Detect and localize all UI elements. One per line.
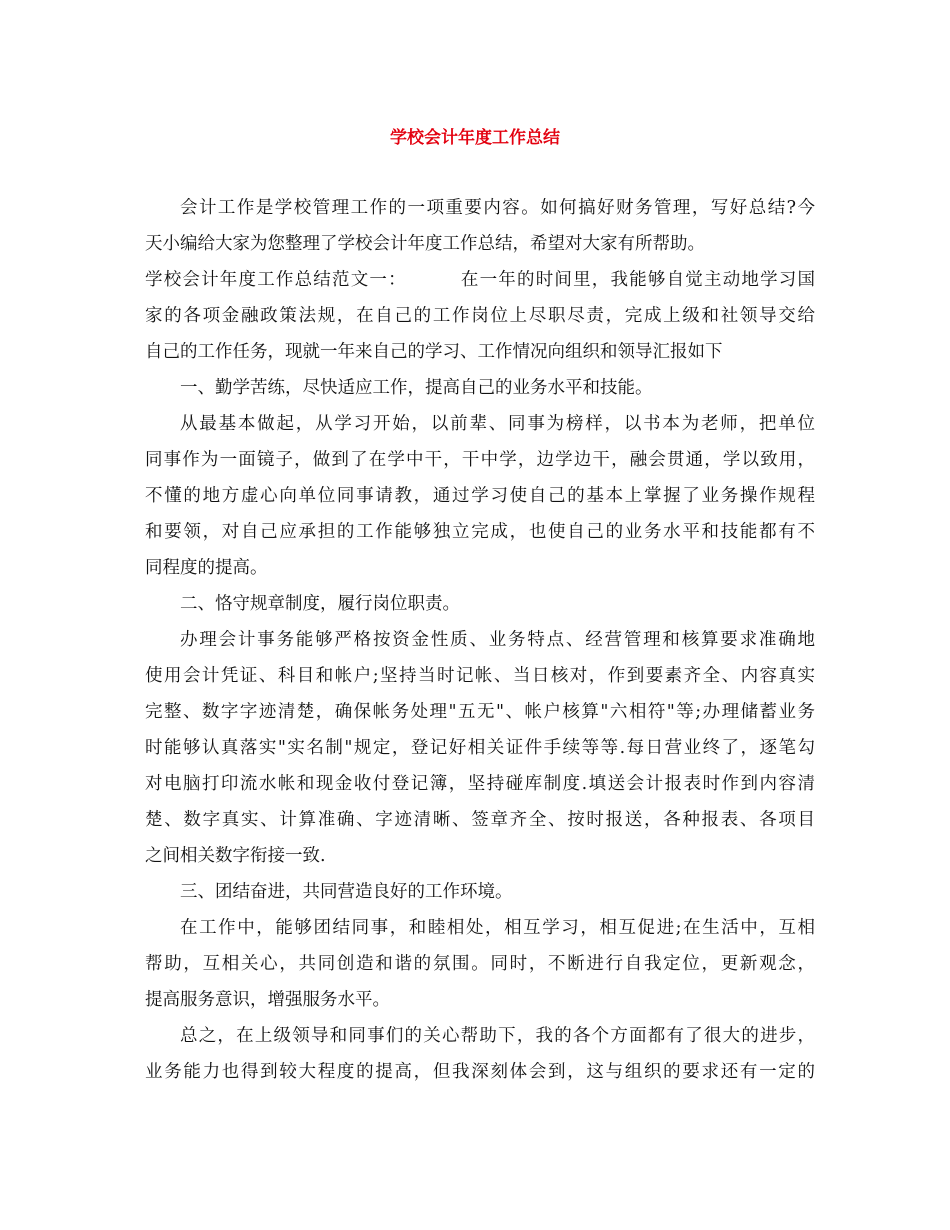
body-line: 时能够认真落实"实名制"规定，登记好相关证件手续等等.每日营业终了，逐笔勾 (145, 738, 815, 758)
body-line: 楚、数字真实、计算准确、字迹清晰、签章齐全、按时报送，各种报表、各项目 (145, 810, 815, 830)
body-line: 帮助，互相关心，共同创造和谐的氛围。同时，不断进行自我定位，更新观念， (145, 954, 815, 974)
body-line: 会计工作是学校管理工作的一项重要内容。如何搞好财务管理，写好总结?今 (180, 198, 815, 218)
section-heading: 一、勤学苦练，尽快适应工作，提高自己的业务水平和技能。 (180, 378, 653, 398)
body-line: 业务能力也得到较大程度的提高，但我深刻体会到，这与组织的要求还有一定的 (145, 1062, 815, 1082)
body-line: 学校会计年度工作总结范文一： 在一年的时间里，我能够自觉主动地学习国 (145, 270, 815, 290)
body-line: 使用会计凭证、科目和帐户;坚持当时记帐、当日核对，作到要素齐全、内容真实 (145, 666, 815, 686)
body-line: 从最基本做起，从学习开始，以前辈、同事为榜样，以书本为老师，把单位 (180, 414, 815, 434)
body-line: 天小编给大家为您整理了学校会计年度工作总结，希望对大家有所帮助。 (145, 234, 705, 254)
body-line: 和要领，对自己应承担的工作能够独立完成，也使自己的业务水平和技能都有不 (145, 522, 815, 542)
body-line: 对电脑打印流水帐和现金收付登记簿，坚持碰库制度.填送会计报表时作到内容清 (145, 774, 815, 794)
section-heading: 三、团结奋进，共同营造良好的工作环境。 (180, 882, 513, 902)
body-line: 同程度的提高。 (145, 558, 268, 578)
body-line: 在工作中，能够团结同事，和睦相处，相互学习，相互促进;在生活中，互相 (180, 918, 815, 938)
document-title: 学校会计年度工作总结 (390, 128, 560, 148)
body-line: 提高服务意识，增强服务水平。 (145, 990, 390, 1010)
section-heading: 二、恪守规章制度，履行岗位职责。 (180, 594, 460, 614)
body-line: 家的各项金融政策法规，在自己的工作岗位上尽职尽责，完成上级和社领导交给 (145, 306, 815, 326)
body-line: 自己的工作任务，现就一年来自己的学习、工作情况向组织和领导汇报如下 (145, 342, 723, 362)
body-line: 同事作为一面镜子，做到了在学中干，干中学，边学边干，融会贯通，学以致用， (145, 450, 815, 470)
body-line: 办理会计事务能够严格按资金性质、业务特点、经营管理和核算要求准确地 (180, 630, 815, 650)
body-line: 总之，在上级领导和同事们的关心帮助下，我的各个方面都有了很大的进步， (180, 1026, 815, 1046)
body-line: 不懂的地方虚心向单位同事请教，通过学习使自己的基本上掌握了业务操作规程 (145, 486, 815, 506)
body-line: 完整、数字字迹清楚，确保帐务处理"五无"、帐户核算"六相符"等;办理储蓄业务 (145, 702, 815, 722)
body-line: 之间相关数字衔接一致. (145, 846, 326, 866)
